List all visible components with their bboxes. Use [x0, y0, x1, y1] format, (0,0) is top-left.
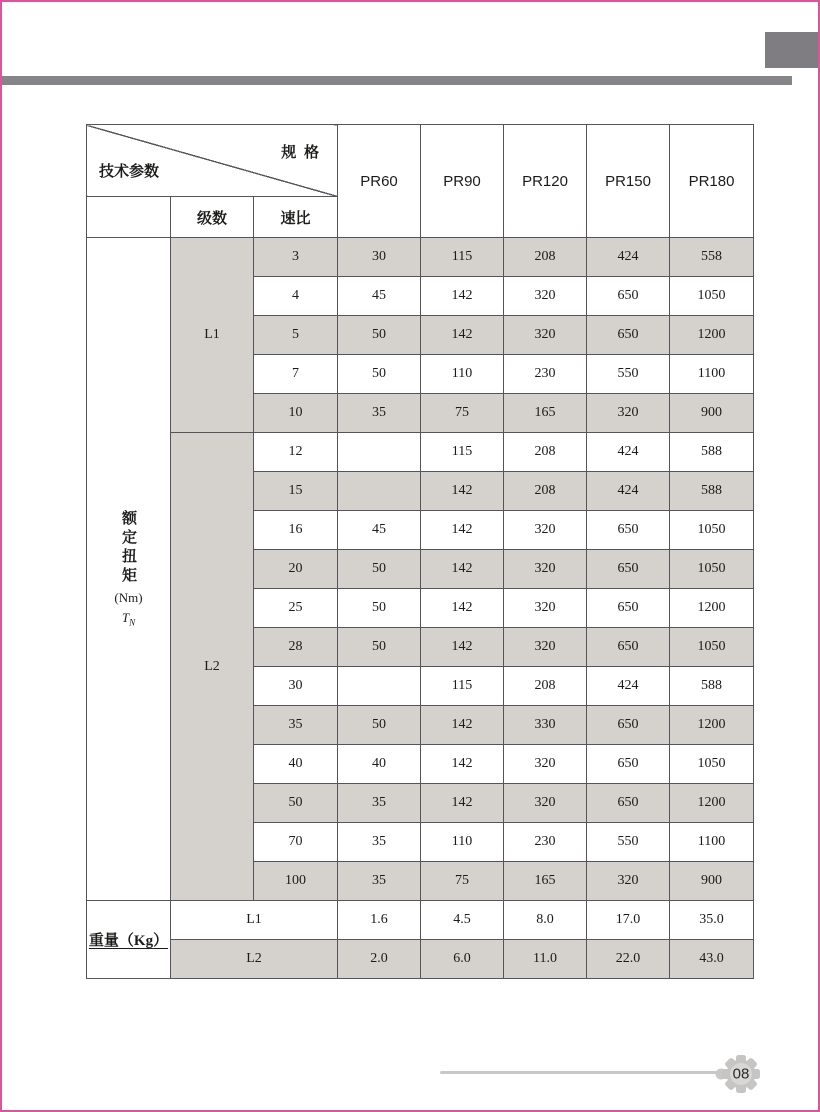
- torque-value-cell: 1100: [670, 355, 754, 394]
- weight-value-cell: 43.0: [670, 940, 754, 979]
- column-header-stage: 级数: [171, 197, 254, 238]
- torque-value-cell: 230: [504, 355, 587, 394]
- corner-label-params: 技术参数: [99, 164, 160, 180]
- torque-value-cell: 50: [338, 706, 421, 745]
- torque-value-cell: 35: [338, 784, 421, 823]
- torque-value-cell: 142: [421, 316, 504, 355]
- page-number-badge: [710, 1048, 768, 1098]
- torque-value-cell: 320: [504, 550, 587, 589]
- torque-value-cell: 650: [587, 745, 670, 784]
- rated-torque-symbol: $T_N$: [121, 610, 136, 628]
- torque-value-cell: 45: [338, 277, 421, 316]
- torque-value-cell: 588: [670, 472, 754, 511]
- torque-value-cell: 50: [338, 589, 421, 628]
- weight-label: [87, 901, 171, 979]
- rated-torque-label: [87, 238, 171, 901]
- torque-value-cell: 1050: [670, 277, 754, 316]
- torque-value-cell: 50: [338, 316, 421, 355]
- torque-value-cell: 588: [670, 433, 754, 472]
- ratio-cell: 10: [254, 394, 338, 433]
- ratio-cell: 20: [254, 550, 338, 589]
- torque-value-cell: 110: [421, 823, 504, 862]
- weight-stage-cell: L2: [171, 940, 338, 979]
- rated-torque-unit: (Nm): [114, 590, 143, 606]
- weight-label-text: 重量（Kg）: [88, 933, 169, 949]
- torque-value-cell: 650: [587, 784, 670, 823]
- table-header-row-1: [87, 125, 754, 197]
- stage-cell-l2: L2: [171, 433, 254, 901]
- weight-value-cell: 35.0: [670, 901, 754, 940]
- ratio-cell: 5: [254, 316, 338, 355]
- table-row: [87, 901, 754, 940]
- torque-value-cell: 550: [587, 823, 670, 862]
- weight-value-cell: 4.5: [421, 901, 504, 940]
- ratio-cell: 12: [254, 433, 338, 472]
- column-header-pr180: PR180: [670, 125, 754, 238]
- torque-value-cell: 110: [421, 355, 504, 394]
- torque-value-cell: 550: [587, 355, 670, 394]
- torque-value-cell: 558: [670, 238, 754, 277]
- torque-value-cell: 50: [338, 628, 421, 667]
- torque-value-cell: 424: [587, 472, 670, 511]
- torque-value-cell: 142: [421, 784, 504, 823]
- torque-value-cell: 208: [504, 472, 587, 511]
- torque-value-cell: 230: [504, 823, 587, 862]
- column-header-pr90: PR90: [421, 125, 504, 238]
- torque-value-cell: 165: [504, 862, 587, 901]
- ratio-cell: 30: [254, 667, 338, 706]
- torque-value-cell: 142: [421, 589, 504, 628]
- ratio-cell: 100: [254, 862, 338, 901]
- spec-table: [86, 124, 754, 979]
- page-number: 08: [732, 1065, 750, 1083]
- torque-value-cell: 320: [504, 784, 587, 823]
- torque-value-cell: 320: [504, 745, 587, 784]
- table-row: [87, 238, 754, 277]
- weight-value-cell: 2.0: [338, 940, 421, 979]
- torque-value-cell: 208: [504, 433, 587, 472]
- ratio-cell: 28: [254, 628, 338, 667]
- weight-value-cell: 11.0: [504, 940, 587, 979]
- torque-value-cell: [338, 472, 421, 511]
- table-row: [87, 433, 754, 472]
- weight-value-cell: 17.0: [587, 901, 670, 940]
- torque-value-cell: 320: [504, 316, 587, 355]
- weight-value-cell: 6.0: [421, 940, 504, 979]
- torque-value-cell: 650: [587, 316, 670, 355]
- rated-torque-stack: [87, 510, 170, 628]
- torque-value-cell: 1200: [670, 589, 754, 628]
- torque-value-cell: 1050: [670, 628, 754, 667]
- ratio-cell: 4: [254, 277, 338, 316]
- ratio-cell: 35: [254, 706, 338, 745]
- torque-value-cell: 320: [504, 589, 587, 628]
- torque-value-cell: 35: [338, 862, 421, 901]
- torque-value-cell: 75: [421, 394, 504, 433]
- ratio-cell: 25: [254, 589, 338, 628]
- torque-value-cell: 115: [421, 433, 504, 472]
- torque-value-cell: 115: [421, 667, 504, 706]
- torque-value-cell: 330: [504, 706, 587, 745]
- top-divider-bar: [2, 76, 792, 85]
- top-right-corner-block: [765, 32, 818, 68]
- table-body: [87, 238, 754, 979]
- ratio-cell: 15: [254, 472, 338, 511]
- torque-value-cell: 115: [421, 238, 504, 277]
- torque-value-cell: 900: [670, 394, 754, 433]
- torque-value-cell: 650: [587, 706, 670, 745]
- empty-header-cell: [87, 197, 171, 238]
- torque-value-cell: 1050: [670, 511, 754, 550]
- table-corner-cell: [87, 125, 338, 197]
- corner-label-spec: 规 格: [281, 145, 322, 161]
- torque-value-cell: 320: [587, 394, 670, 433]
- torque-value-cell: 320: [587, 862, 670, 901]
- torque-value-cell: 424: [587, 667, 670, 706]
- weight-value-cell: 1.6: [338, 901, 421, 940]
- stage-cell-l1: L1: [171, 238, 254, 433]
- torque-value-cell: 142: [421, 745, 504, 784]
- ratio-cell: 3: [254, 238, 338, 277]
- torque-value-cell: 650: [587, 277, 670, 316]
- column-header-ratio: 速比: [254, 197, 338, 238]
- torque-value-cell: 320: [504, 511, 587, 550]
- torque-value-cell: 75: [421, 862, 504, 901]
- torque-value-cell: 320: [504, 628, 587, 667]
- torque-value-cell: 588: [670, 667, 754, 706]
- torque-value-cell: 650: [587, 628, 670, 667]
- torque-value-cell: 1200: [670, 784, 754, 823]
- column-header-pr120: PR120: [504, 125, 587, 238]
- ratio-cell: 40: [254, 745, 338, 784]
- weight-value-cell: 8.0: [504, 901, 587, 940]
- torque-value-cell: 424: [587, 433, 670, 472]
- weight-stage-cell: L1: [171, 901, 338, 940]
- torque-value-cell: 142: [421, 511, 504, 550]
- ratio-cell: 16: [254, 511, 338, 550]
- torque-value-cell: 142: [421, 472, 504, 511]
- torque-value-cell: 35: [338, 823, 421, 862]
- torque-value-cell: 50: [338, 550, 421, 589]
- torque-value-cell: 142: [421, 706, 504, 745]
- torque-value-cell: 650: [587, 589, 670, 628]
- column-header-pr150: PR150: [587, 125, 670, 238]
- footer-rule: [440, 1071, 718, 1074]
- torque-value-cell: 650: [587, 550, 670, 589]
- column-header-pr60: PR60: [338, 125, 421, 238]
- torque-value-cell: [338, 433, 421, 472]
- torque-value-cell: 142: [421, 628, 504, 667]
- ratio-cell: 7: [254, 355, 338, 394]
- torque-value-cell: 1200: [670, 316, 754, 355]
- torque-value-cell: 35: [338, 394, 421, 433]
- torque-value-cell: 650: [587, 511, 670, 550]
- torque-value-cell: 142: [421, 277, 504, 316]
- torque-value-cell: 900: [670, 862, 754, 901]
- torque-value-cell: 208: [504, 667, 587, 706]
- torque-value-cell: [338, 667, 421, 706]
- torque-value-cell: 208: [504, 238, 587, 277]
- ratio-cell: 70: [254, 823, 338, 862]
- torque-value-cell: 424: [587, 238, 670, 277]
- weight-value-cell: 22.0: [587, 940, 670, 979]
- torque-value-cell: 142: [421, 550, 504, 589]
- rated-torque-text: 额定扭矩: [120, 510, 136, 587]
- torque-value-cell: 45: [338, 511, 421, 550]
- torque-value-cell: 50: [338, 355, 421, 394]
- torque-value-cell: 165: [504, 394, 587, 433]
- torque-value-cell: 1050: [670, 745, 754, 784]
- torque-value-cell: 30: [338, 238, 421, 277]
- ratio-cell: 50: [254, 784, 338, 823]
- table-row: [87, 940, 754, 979]
- torque-value-cell: 320: [504, 277, 587, 316]
- torque-value-cell: 40: [338, 745, 421, 784]
- torque-value-cell: 1200: [670, 706, 754, 745]
- torque-value-cell: 1050: [670, 550, 754, 589]
- torque-value-cell: 1100: [670, 823, 754, 862]
